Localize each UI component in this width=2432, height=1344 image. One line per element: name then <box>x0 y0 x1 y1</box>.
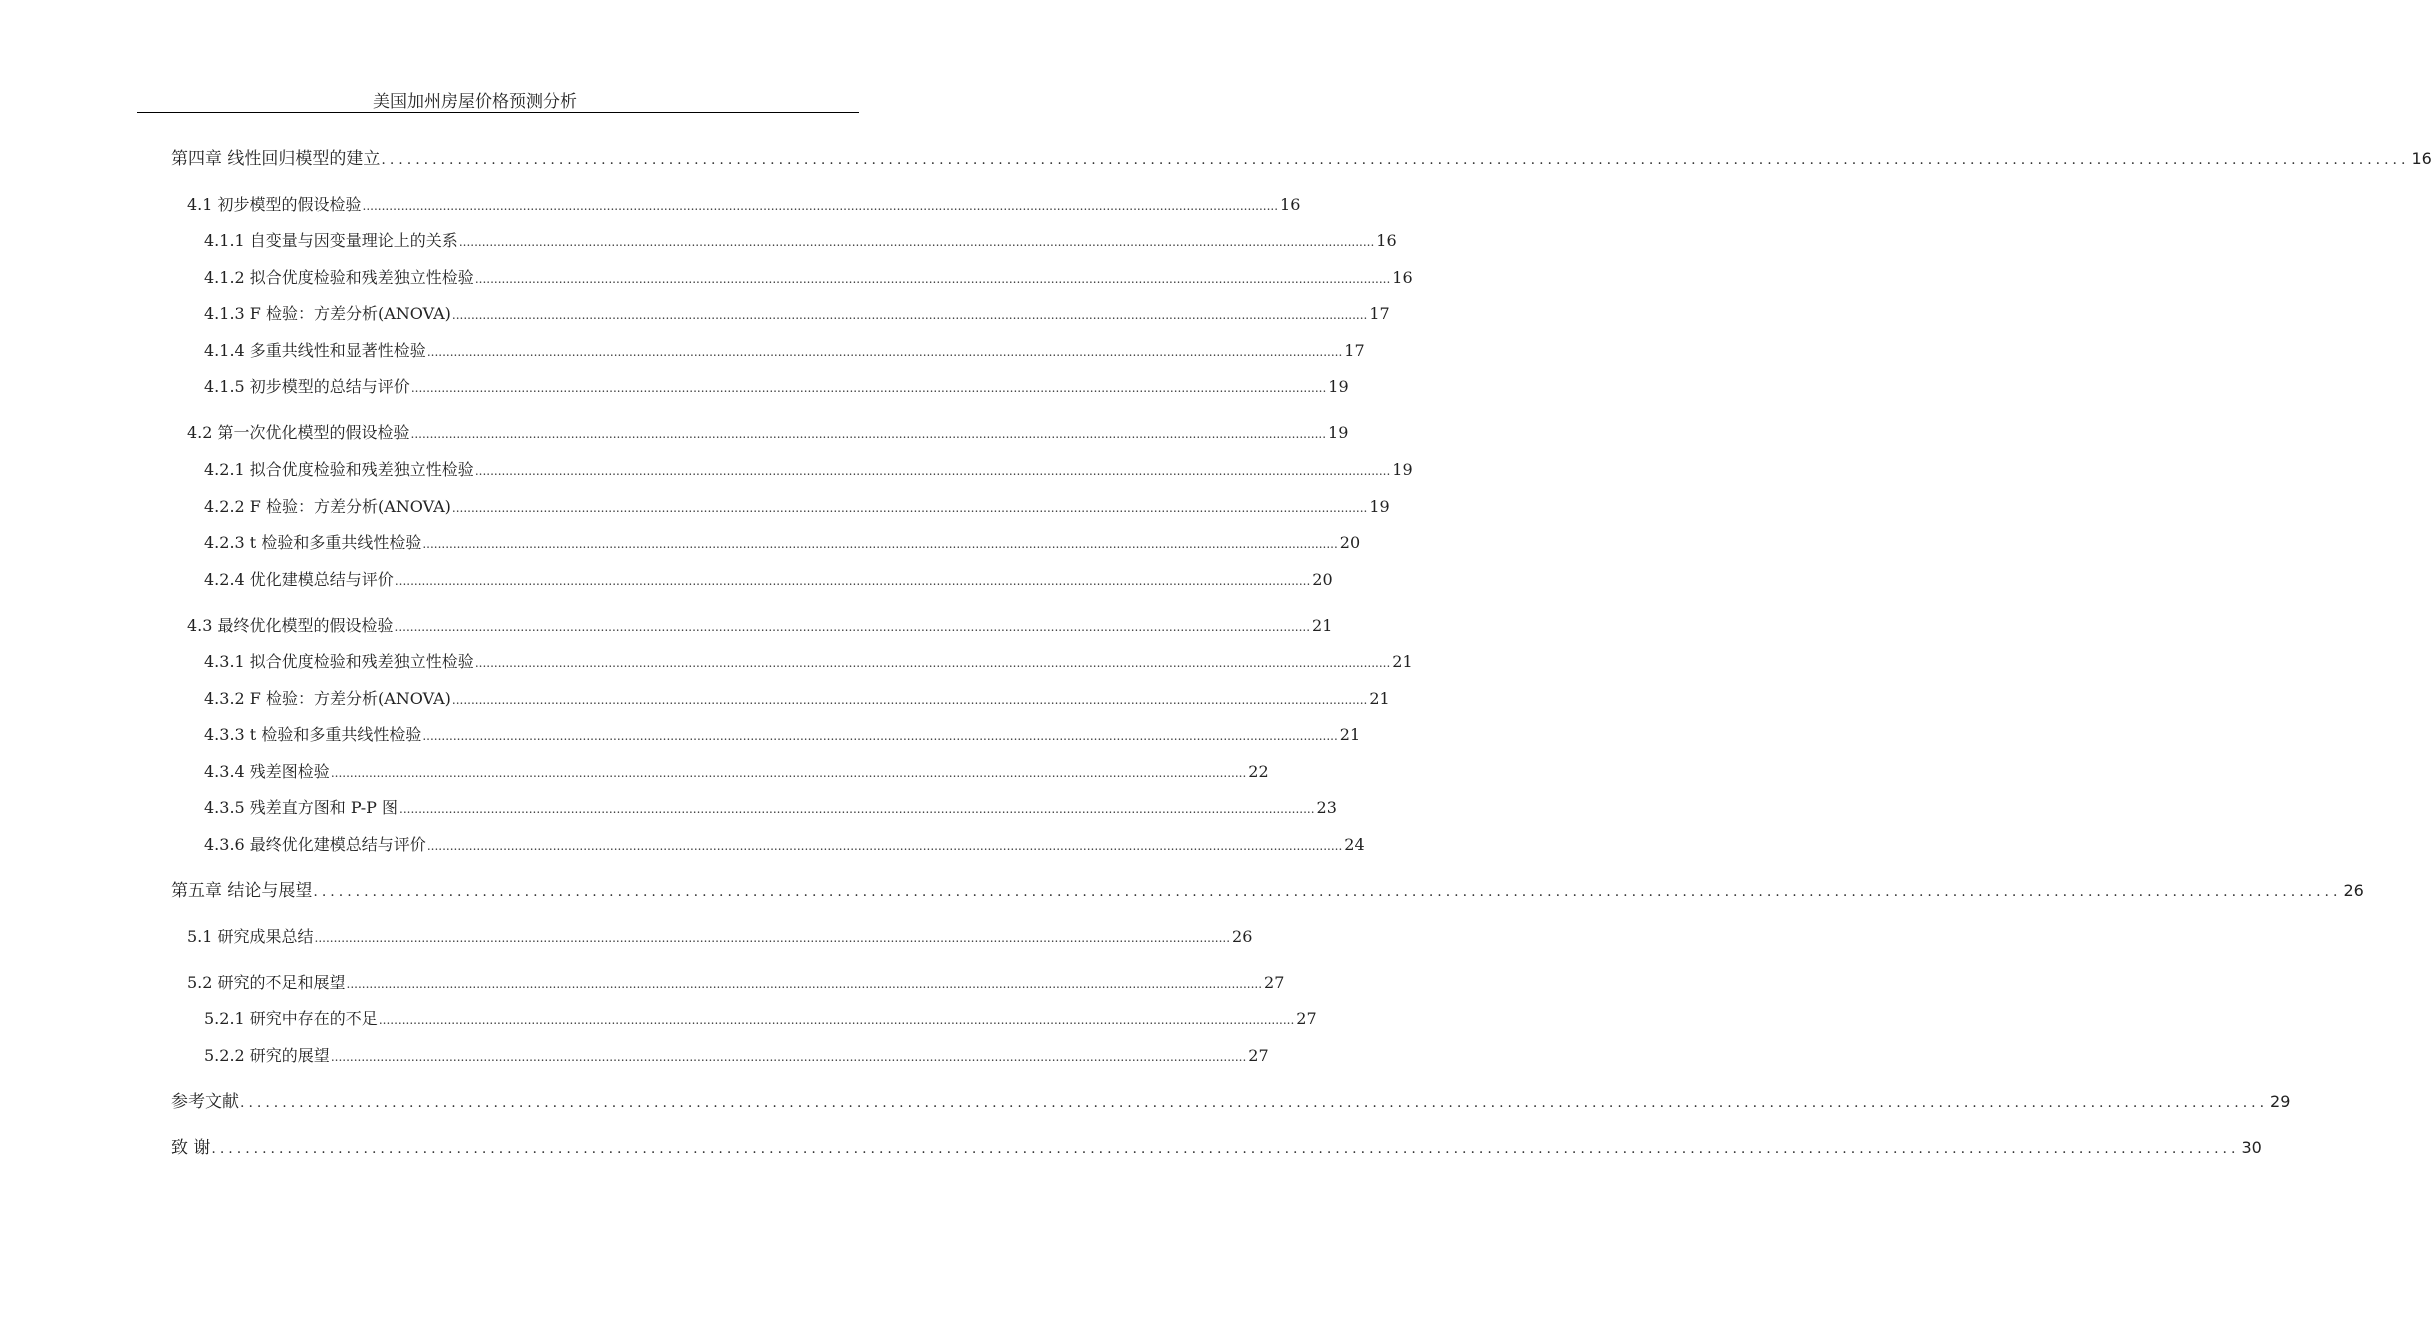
toc-dot-leader: ................................................................................................................................................................................................................................................ <box>474 272 1391 286</box>
toc-entry-chapter-5[interactable] <box>171 879 2364 903</box>
toc-entry-section-4-1[interactable] <box>187 193 1301 217</box>
toc-entry-page: 21 <box>1369 689 1390 708</box>
toc-dot-leader: ................................................................................................................................................................................................................................................ <box>426 839 1343 853</box>
toc-entry-section-4-2-3[interactable] <box>204 531 1361 555</box>
toc-entry-page: 23 <box>1316 798 1337 817</box>
toc-dot-leader: ................................................................................................................................................................................................................................................ <box>394 574 1311 588</box>
toc-entry-label: 4.3.4 残差图检验 <box>204 762 330 781</box>
toc-entry-section-4-2[interactable] <box>187 421 1349 445</box>
toc-entry-label: 第四章 线性回归模型的建立 <box>171 149 381 169</box>
toc-entry-label: 参考文献 <box>171 1092 239 1112</box>
toc-entry-page: 26 <box>2343 881 2364 900</box>
toc-dot-leader: ................................................................................................................................................................................................................................................ <box>211 1141 2240 1157</box>
toc-entry-section-4-3-6[interactable] <box>204 833 1365 857</box>
toc-entry-page: 19 <box>1392 460 1413 479</box>
toc-dot-leader: ................................................................................................................................................................................................................................................ <box>410 381 1327 395</box>
toc-dot-leader: ................................................................................................................................................................................................................................................ <box>314 931 1231 945</box>
toc-entry-page: 16 <box>1376 231 1397 250</box>
toc-entry-label: 4.2.4 优化建模总结与评价 <box>204 570 394 589</box>
toc-entry-section-5-2-2[interactable] <box>204 1044 1269 1068</box>
toc-dot-leader: ................................................................................................................................................................................................................................................ <box>458 235 1375 249</box>
toc-entry-section-4-3[interactable] <box>187 614 1333 638</box>
toc-entry-label: 5.2.2 研究的展望 <box>204 1046 330 1065</box>
toc-entry-section-5-2[interactable] <box>187 971 1285 995</box>
toc-dot-leader: ................................................................................................................................................................................................................................................ <box>240 1095 2269 1111</box>
toc-entry-section-4-1-5[interactable] <box>204 375 1349 399</box>
toc-entry-label: 4.3.6 最终优化建模总结与评价 <box>204 835 426 854</box>
toc-dot-leader: ................................................................................................................................................................................................................................................ <box>474 464 1391 478</box>
toc-entry-label: 5.2 研究的不足和展望 <box>187 973 346 992</box>
toc-entry-page: 20 <box>1312 570 1333 589</box>
toc-entry-page: 27 <box>1248 1046 1269 1065</box>
toc-entry-section-4-2-2[interactable] <box>204 495 1390 519</box>
toc-entry-label: 4.1 初步模型的假设检验 <box>187 195 362 214</box>
toc-dot-leader: ................................................................................................................................................................................................................................................ <box>426 345 1343 359</box>
toc-entry-page: 21 <box>1392 652 1413 671</box>
toc-dot-leader: ................................................................................................................................................................................................................................................ <box>451 501 1368 515</box>
toc-entry-page: 19 <box>1328 377 1349 396</box>
toc-dot-leader: ................................................................................................................................................................................................................................................ <box>313 884 2342 900</box>
toc-entry-page: 17 <box>1369 304 1390 323</box>
toc-dot-leader: ................................................................................................................................................................................................................................................ <box>394 620 1311 634</box>
toc-entry-page: 29 <box>2270 1092 2291 1111</box>
toc-entry-label: 5.2.1 研究中存在的不足 <box>204 1009 378 1028</box>
toc-entry-label: 4.1.1 自变量与因变量理论上的关系 <box>204 231 458 250</box>
toc-entry-section-4-1-2[interactable] <box>204 266 1413 290</box>
toc-entry-page: 22 <box>1248 762 1269 781</box>
toc-entry-page: 30 <box>2241 1138 2262 1157</box>
toc-entry-references[interactable] <box>171 1090 2291 1114</box>
toc-entry-section-5-2-1[interactable] <box>204 1007 1317 1031</box>
toc-entry-label: 4.2.3 t 检验和多重共线性检验 <box>204 533 422 552</box>
toc-entry-section-4-3-2[interactable] <box>204 687 1390 711</box>
toc-entry-page: 16 <box>1280 195 1301 214</box>
toc-entry-label: 致 谢 <box>171 1138 211 1158</box>
toc-entry-section-4-2-1[interactable] <box>204 458 1413 482</box>
toc-dot-leader: ................................................................................................................................................................................................................................................ <box>451 693 1368 707</box>
toc-entry-section-4-1-3[interactable] <box>204 302 1390 326</box>
toc-entry-page: 19 <box>1328 423 1349 442</box>
toc-entry-page: 20 <box>1339 533 1361 552</box>
toc-entry-label: 4.3 最终优化模型的假设检验 <box>187 616 394 635</box>
toc-dot-leader: ................................................................................................................................................................................................................................................ <box>330 1050 1247 1064</box>
toc-dot-leader: ................................................................................................................................................................................................................................................ <box>362 199 1279 213</box>
toc-entry-label: 4.3.1 拟合优度检验和残差独立性检验 <box>204 652 474 671</box>
toc-dot-leader: ................................................................................................................................................................................................................................................ <box>474 656 1391 670</box>
toc-dot-leader: ................................................................................................................................................................................................................................................ <box>422 729 1338 743</box>
running-header-title: 美国加州房屋价格预测分析 <box>373 92 577 112</box>
toc-entry-page: 17 <box>1344 341 1365 360</box>
toc-entry-page: 21 <box>1312 616 1333 635</box>
toc-entry-label: 4.3.3 t 检验和多重共线性检验 <box>204 725 422 744</box>
toc-entry-page: 21 <box>1339 725 1361 744</box>
toc-dot-leader: ................................................................................................................................................................................................................................................ <box>381 152 2410 168</box>
toc-entry-label: 4.1.4 多重共线性和显著性检验 <box>204 341 426 360</box>
toc-entry-chapter-4[interactable] <box>171 147 2432 171</box>
toc-entry-section-4-3-1[interactable] <box>204 650 1413 674</box>
toc-entry-label: 4.2.2 F 检验：方差分析(ANOVA) <box>204 497 451 516</box>
toc-entry-page: 26 <box>1232 927 1253 946</box>
toc-entry-page: 24 <box>1344 835 1365 854</box>
toc-dot-leader: ................................................................................................................................................................................................................................................ <box>410 427 1327 441</box>
toc-entry-label: 4.3.5 残差直方图和 P-P 图 <box>204 798 399 817</box>
toc-entry-section-5-1[interactable] <box>187 925 1253 949</box>
toc-dot-leader: ................................................................................................................................................................................................................................................ <box>378 1013 1295 1027</box>
toc-entry-label: 4.1.3 F 检验：方差分析(ANOVA) <box>204 304 451 323</box>
toc-dot-leader: ................................................................................................................................................................................................................................................ <box>346 977 1263 991</box>
toc-entry-label: 5.1 研究成果总结 <box>187 927 314 946</box>
toc-entry-label: 4.3.2 F 检验：方差分析(ANOVA) <box>204 689 451 708</box>
toc-entry-section-4-3-5[interactable] <box>204 796 1337 820</box>
toc-entry-section-4-3-4[interactable] <box>204 760 1269 784</box>
toc-dot-leader: ................................................................................................................................................................................................................................................ <box>422 537 1338 551</box>
toc-dot-leader: ................................................................................................................................................................................................................................................ <box>330 766 1247 780</box>
toc-entry-label: 4.2 第一次优化模型的假设检验 <box>187 423 410 442</box>
toc-entry-section-4-1-1[interactable] <box>204 229 1397 253</box>
toc-entry-page: 27 <box>1296 1009 1317 1028</box>
toc-entry-page: 19 <box>1369 497 1390 516</box>
toc-entry-section-4-2-4[interactable] <box>204 568 1333 592</box>
toc-entry-acknowledgements[interactable] <box>171 1136 2262 1160</box>
toc-entry-label: 4.1.5 初步模型的总结与评价 <box>204 377 410 396</box>
toc-entry-page: 27 <box>1264 973 1285 992</box>
toc-entry-section-4-3-3[interactable] <box>204 723 1361 747</box>
toc-dot-leader: ................................................................................................................................................................................................................................................ <box>451 308 1368 322</box>
toc-entry-label: 4.1.2 拟合优度检验和残差独立性检验 <box>204 268 474 287</box>
toc-entry-section-4-1-4[interactable] <box>204 339 1365 363</box>
toc-entry-page: 16 <box>1392 268 1413 287</box>
toc-dot-leader: ................................................................................................................................................................................................................................................ <box>399 802 1315 816</box>
toc-entry-label: 第五章 结论与展望 <box>171 881 313 901</box>
toc-entry-label: 4.2.1 拟合优度检验和残差独立性检验 <box>204 460 474 479</box>
toc-entry-page: 16 <box>2411 149 2432 168</box>
